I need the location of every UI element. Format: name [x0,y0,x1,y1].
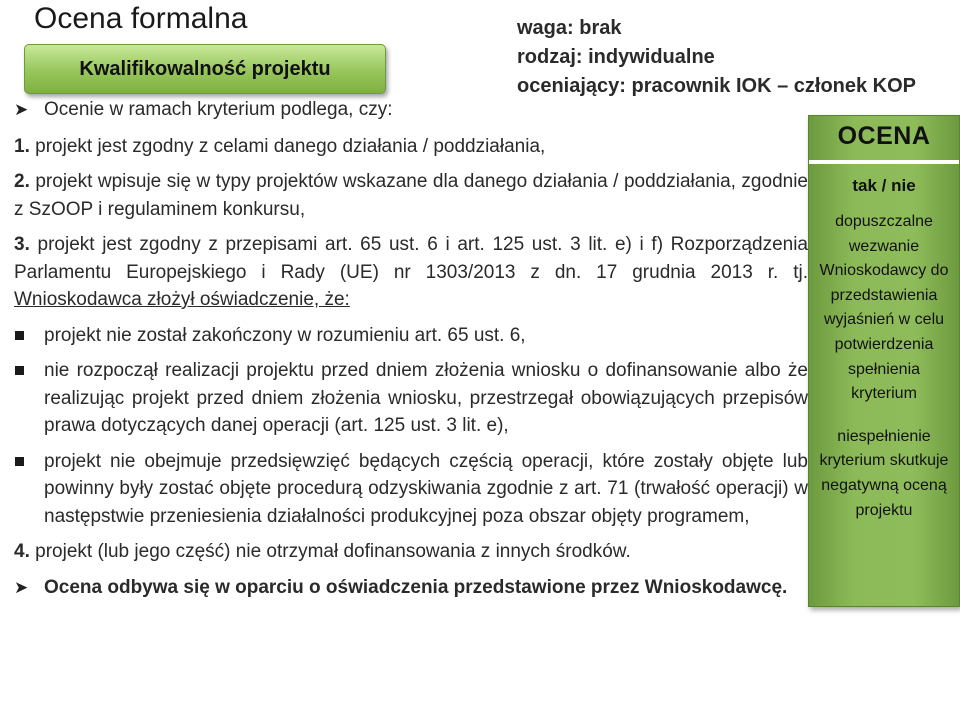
criterion-badge: Kwalifikowalność projektu [24,44,386,94]
bullet-item [14,357,808,440]
list-item [14,133,808,161]
list-item [14,168,808,223]
intro-text: Ocenie w ramach kryterium podlega, czy: [44,99,393,120]
closing-text: Ocena odbywa się w oparciu o oświadczenia przedstawione przez Wnioskodawcę. [44,576,788,598]
ocena-note-clarification: dopuszczalne wezwanie Wnioskodawcy do przedstawienia wyjaśnień w celu potwierdzenia spełnienia kryterium [819,213,949,403]
item-text: projekt jest zgodny z celami danego działania / poddziałania, [29,135,546,157]
meta-evaluator: oceniający: pracownik IOK – członek KOP [517,75,917,97]
declaration-text: Wnioskodawca złożył oświadczenie, że: [14,289,350,310]
item-text: projekt jest zgodny z przepisami art. 65 ust. 6 i art. 125 ust. 3 lit. e) i f) Rozporządzenia Parlamentu Europejskiego i Rady (UE) nr 1303/2013 z dn. 17 grudnia 2013 r. tj. [14,234,808,283]
bullet-item [14,322,808,350]
item-number: 2. [14,171,30,192]
item-number: 3. [14,234,30,255]
bullet-text: nie rozpoczął realizacji projektu przed dniem złożenia wniosku o dofinansowanie albo że realizując projekt przed dniem złożenia wniosku, przestrzegał obowiązujących przepisów prawa dotyczących danej operacji (art. 125 ust. 3 lit. e), [44,360,808,436]
intro-row [14,96,808,124]
bullet-text: projekt nie obejmuje przedsięwzięć będących częścią operacji, które zostały objęte lub powinny były zostać objęte procedurą odzyskiwania zgodnie z art. 71 (trwałość operacji) w następstwie przeniesienia działalności produkcyjnej poza obszar objęty programem, [44,450,808,527]
meta-type: rodzaj: indywidualne [517,46,715,68]
bullet-text: projekt nie został zakończony w rozumieniu art. 65 ust. 6, [44,324,526,346]
ocena-heading: OCENA [837,122,931,150]
arrow-bullet-icon: ➤ [14,100,29,119]
ocena-note-negative: niespełnienie kryterium skutkuje negatywną oceną projektu [819,427,949,519]
ocena-panel [808,115,960,607]
square-bullet-icon [14,322,44,350]
bullet-item [14,448,808,531]
arrow-bullet-icon: ➤ [14,577,29,597]
ocena-tak-nie: tak / nie [852,176,916,195]
square-bullet-icon [14,357,44,440]
item-number: 1. [14,135,30,157]
list-item [14,231,808,314]
item-text: projekt wpisuje się w typy projektów wskazane dla danego działania / poddziałania, zgodnie z SzOOP i regulaminem konkursu, [14,171,808,220]
list-item [14,538,808,566]
criterion-meta [517,14,916,101]
meta-weight: waga: brak [517,17,622,39]
criterion-content [14,96,808,601]
square-bullet-icon [14,448,44,531]
slide-title: Ocena formalna [34,2,248,35]
closing-row [14,574,808,602]
item-text: projekt (lub jego część) nie otrzymał dofinansowania z innych środków. [29,541,631,562]
item-number: 4. [14,541,30,562]
